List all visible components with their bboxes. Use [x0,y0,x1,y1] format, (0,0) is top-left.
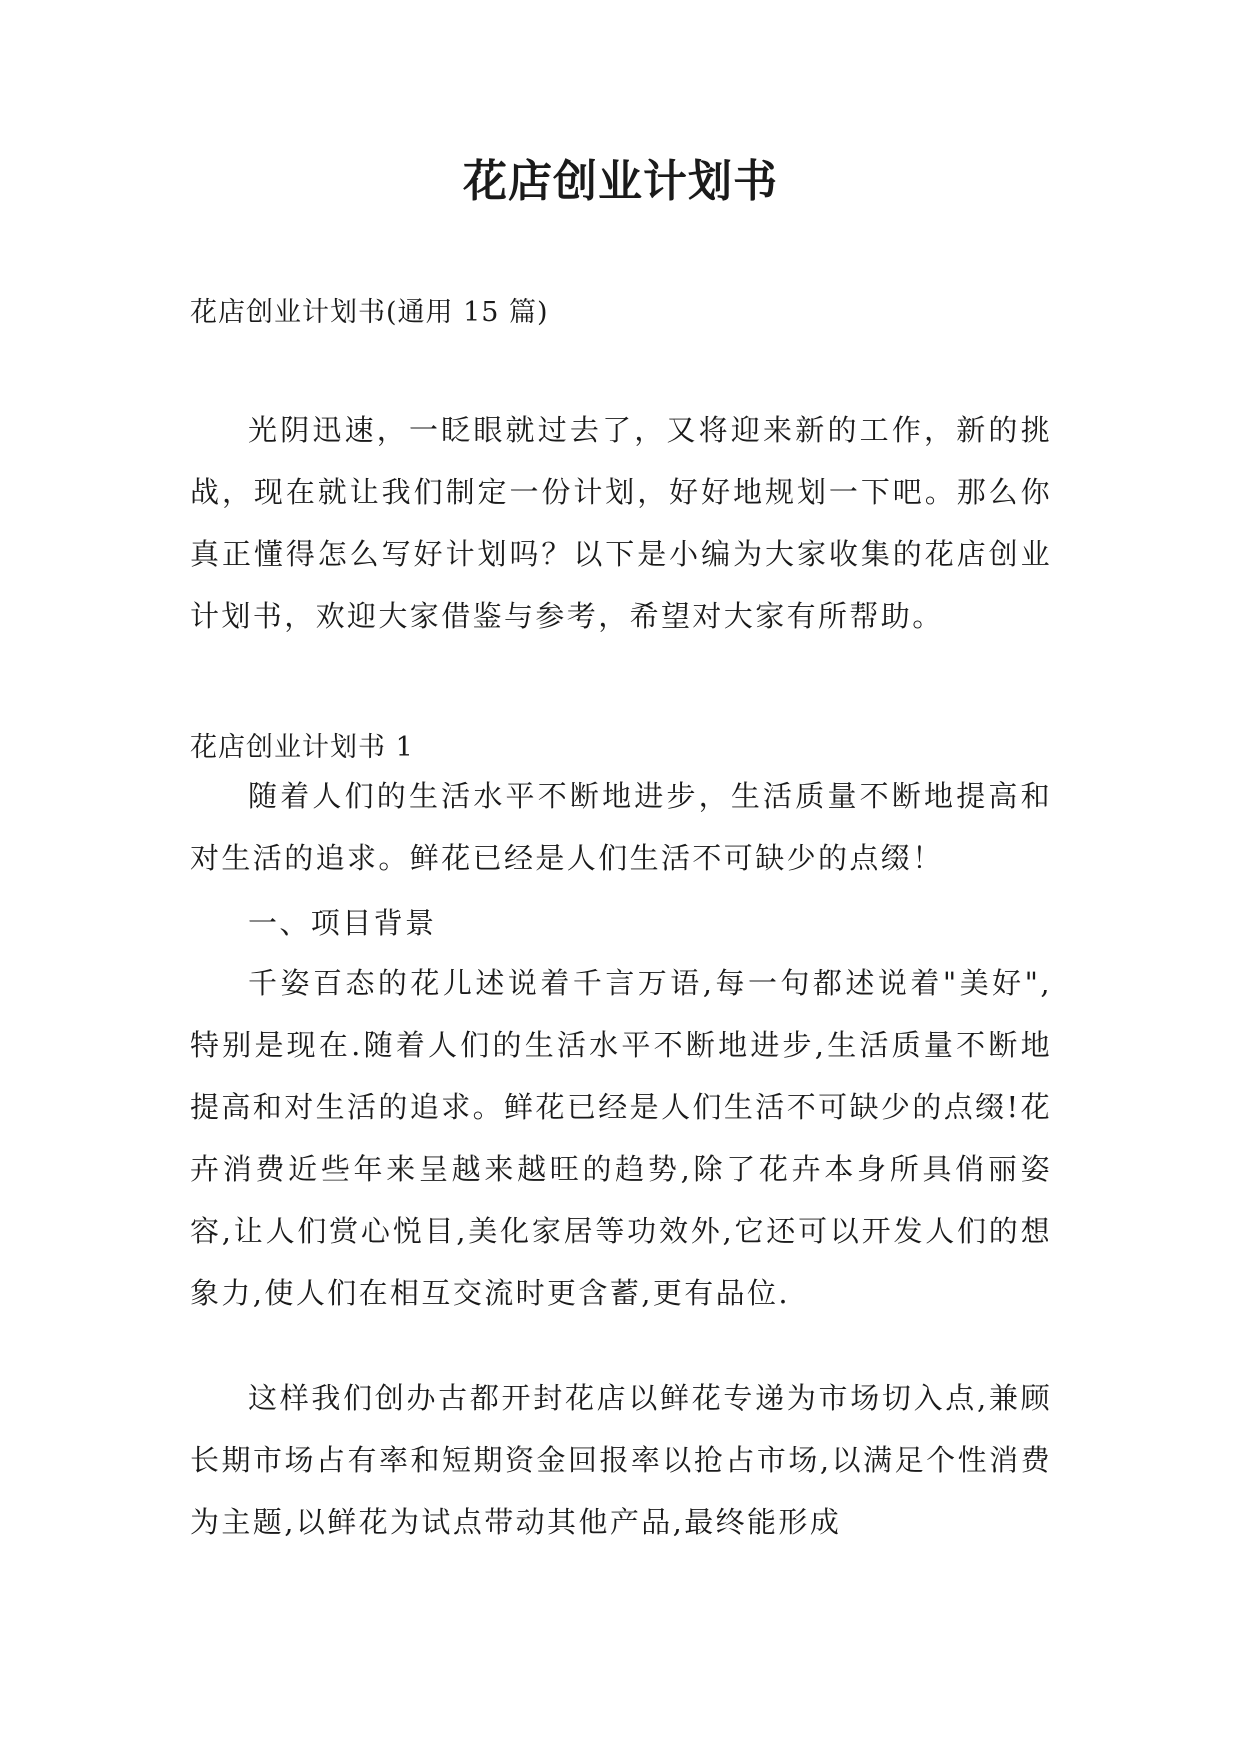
document-title: 花店创业计划书 [463,156,778,207]
document-subtitle: 花店创业计划书(通用 15 篇) [190,297,549,328]
section-subheading: 一、项目背景 [248,906,437,940]
section-paragraph: 随着人们的生活水平不断地进步，生活质量不断地提高和对生活的追求。鲜花已经是人们生活不可缺少的点缀！ [190,779,1052,875]
intro-paragraph: 光阴迅速，一眨眼就过去了，又将迎来新的工作，新的挑战，现在就让我们制定一份计划，好好地规划一下吧。那么你真正懂得怎么写好计划吗？以下是小编为大家收集的花店创业计划书，欢迎大家借鉴与参考，希望对大家有所帮助。 [190,413,1052,633]
section-heading: 花店创业计划书 1 [190,732,414,763]
section-paragraph: 千姿百态的花儿述说着千言万语,每一句都述说着"美好",特别是现在.随着人们的生活水平不断地进步,生活质量不断地提高和对生活的追求。鲜花已经是人们生活不可缺少的点缀!花卉消费近些年来呈越来越旺的趋势,除了花卉本身所具俏丽姿容,让人们赏心悦目,美化家居等功效外,它还可以开发人们的想象力,使人们在相互交流时更含蓄,更有品位. [190,966,1052,1310]
section-paragraph: 这样我们创办古都开封花店以鲜花专递为市场切入点,兼顾长期市场占有率和短期资金回报率以抢占市场,以满足个性消费为主题,以鲜花为试点带动其他产品,最终能形成 [190,1381,1052,1539]
